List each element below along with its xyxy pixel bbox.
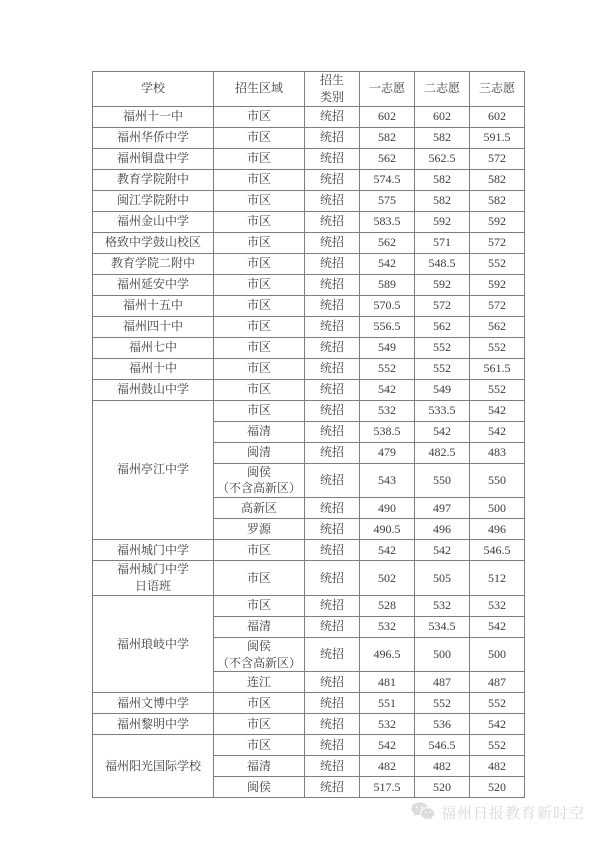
header-second-choice: 二志愿	[415, 72, 470, 107]
third-choice-cell: 602	[470, 106, 525, 127]
third-choice-cell: 572	[470, 295, 525, 316]
second-choice-cell: 496	[415, 519, 470, 540]
table-row	[93, 379, 525, 400]
school-name-cell: 福州铜盘中学	[93, 148, 214, 169]
watermark-text: 福州日报教育新时空	[440, 804, 585, 822]
school-name-cell: 福州黎明中学	[93, 714, 214, 735]
region-cell: 闽侯 （不含高新区）	[214, 637, 305, 672]
category-cell: 统招	[305, 253, 360, 274]
third-choice-cell: 487	[470, 672, 525, 693]
region-cell: 市区	[214, 316, 305, 337]
first-choice-cell: 589	[360, 274, 415, 295]
third-choice-cell: 552	[470, 337, 525, 358]
third-choice-cell: 561.5	[470, 358, 525, 379]
third-choice-cell: 582	[470, 169, 525, 190]
region-cell: 福清	[214, 756, 305, 777]
table-row	[93, 337, 525, 358]
second-choice-cell: 482	[415, 756, 470, 777]
second-choice-cell: 592	[415, 211, 470, 232]
third-choice-cell: 542	[470, 421, 525, 442]
first-choice-cell: 532	[360, 400, 415, 421]
first-choice-cell: 582	[360, 127, 415, 148]
school-name-cell: 福州琅岐中学	[93, 595, 214, 693]
table-row	[93, 169, 525, 190]
second-choice-cell: 552	[415, 337, 470, 358]
second-choice-cell: 592	[415, 274, 470, 295]
table-row	[93, 561, 525, 596]
category-cell: 统招	[305, 540, 360, 561]
region-cell: 罗源	[214, 519, 305, 540]
first-choice-cell: 538.5	[360, 421, 415, 442]
wechat-icon	[410, 801, 436, 823]
second-choice-cell: 542	[415, 540, 470, 561]
first-choice-cell: 602	[360, 106, 415, 127]
table-row	[93, 127, 525, 148]
category-cell: 统招	[305, 463, 360, 498]
first-choice-cell: 551	[360, 693, 415, 714]
category-cell: 统招	[305, 211, 360, 232]
region-cell: 福清	[214, 616, 305, 637]
header-third-choice: 三志愿	[470, 72, 525, 107]
second-choice-cell: 497	[415, 498, 470, 519]
region-cell: 闽清	[214, 442, 305, 463]
second-choice-cell: 534.5	[415, 616, 470, 637]
school-name-cell: 福州城门中学	[93, 540, 214, 561]
school-name-cell: 闽江学院附中	[93, 190, 214, 211]
first-choice-cell: 575	[360, 190, 415, 211]
first-choice-cell: 542	[360, 379, 415, 400]
third-choice-cell: 582	[470, 190, 525, 211]
category-cell: 统招	[305, 274, 360, 295]
third-choice-cell: 546.5	[470, 540, 525, 561]
second-choice-cell: 552	[415, 358, 470, 379]
third-choice-cell: 542	[470, 616, 525, 637]
second-choice-cell: 546.5	[415, 735, 470, 756]
school-name-cell: 教育学院二附中	[93, 253, 214, 274]
school-name-cell: 福州十五中	[93, 295, 214, 316]
school-name-cell: 格致中学鼓山校区	[93, 232, 214, 253]
table-row	[93, 211, 525, 232]
category-cell: 统招	[305, 400, 360, 421]
school-name-cell: 福州十中	[93, 358, 214, 379]
third-choice-cell: 500	[470, 498, 525, 519]
table-row	[93, 295, 525, 316]
region-cell: 高新区	[214, 498, 305, 519]
table-row	[93, 714, 525, 735]
school-name-cell: 福州华侨中学	[93, 127, 214, 148]
region-cell: 市区	[214, 253, 305, 274]
category-cell: 统招	[305, 295, 360, 316]
school-name-cell: 福州金山中学	[93, 211, 214, 232]
second-choice-cell: 500	[415, 637, 470, 672]
category-cell: 统招	[305, 190, 360, 211]
region-cell: 市区	[214, 693, 305, 714]
first-choice-cell: 562	[360, 232, 415, 253]
region-cell: 市区	[214, 232, 305, 253]
category-cell: 统招	[305, 442, 360, 463]
first-choice-cell: 562	[360, 148, 415, 169]
third-choice-cell: 572	[470, 148, 525, 169]
score-table-body	[93, 106, 525, 798]
category-cell: 统招	[305, 693, 360, 714]
table-row	[93, 540, 525, 561]
third-choice-cell: 520	[470, 777, 525, 798]
school-name-cell: 福州延安中学	[93, 274, 214, 295]
first-choice-cell: 542	[360, 540, 415, 561]
third-choice-cell: 483	[470, 442, 525, 463]
region-cell: 市区	[214, 211, 305, 232]
third-choice-cell: 562	[470, 316, 525, 337]
header-school: 学校	[93, 72, 214, 107]
region-cell: 市区	[214, 295, 305, 316]
school-name-cell: 福州文博中学	[93, 693, 214, 714]
header-category: 招生 类别	[305, 72, 360, 107]
first-choice-cell: 481	[360, 672, 415, 693]
first-choice-cell: 542	[360, 253, 415, 274]
third-choice-cell: 496	[470, 519, 525, 540]
category-cell: 统招	[305, 714, 360, 735]
second-choice-cell: 552	[415, 693, 470, 714]
third-choice-cell: 552	[470, 693, 525, 714]
school-name-cell: 福州阳光国际学校	[93, 735, 214, 798]
table-row	[93, 274, 525, 295]
second-choice-cell: 582	[415, 127, 470, 148]
third-choice-cell: 550	[470, 463, 525, 498]
category-cell: 统招	[305, 777, 360, 798]
region-cell: 市区	[214, 540, 305, 561]
first-choice-cell: 556.5	[360, 316, 415, 337]
third-choice-cell: 552	[470, 735, 525, 756]
region-cell: 福清	[214, 421, 305, 442]
third-choice-cell: 552	[470, 379, 525, 400]
third-choice-cell: 482	[470, 756, 525, 777]
category-cell: 统招	[305, 498, 360, 519]
category-cell: 统招	[305, 637, 360, 672]
second-choice-cell: 505	[415, 561, 470, 596]
school-name-cell: 福州十一中	[93, 106, 214, 127]
third-choice-cell: 542	[470, 714, 525, 735]
region-cell: 市区	[214, 274, 305, 295]
category-cell: 统招	[305, 756, 360, 777]
third-choice-cell: 592	[470, 211, 525, 232]
third-choice-cell: 532	[470, 595, 525, 616]
first-choice-cell: 528	[360, 595, 415, 616]
third-choice-cell: 591.5	[470, 127, 525, 148]
first-choice-cell: 583.5	[360, 211, 415, 232]
region-cell: 市区	[214, 169, 305, 190]
first-choice-cell: 517.5	[360, 777, 415, 798]
region-cell: 市区	[214, 595, 305, 616]
region-cell: 市区	[214, 735, 305, 756]
region-cell: 市区	[214, 127, 305, 148]
category-cell: 统招	[305, 672, 360, 693]
table-row	[93, 148, 525, 169]
table-row	[93, 693, 525, 714]
region-cell: 市区	[214, 714, 305, 735]
region-cell: 市区	[214, 337, 305, 358]
school-name-cell: 福州亭江中学	[93, 400, 214, 540]
second-choice-cell: 572	[415, 295, 470, 316]
category-cell: 统招	[305, 519, 360, 540]
category-cell: 统招	[305, 232, 360, 253]
third-choice-cell: 592	[470, 274, 525, 295]
second-choice-cell: 562	[415, 316, 470, 337]
table-row	[93, 595, 525, 616]
table-row	[93, 316, 525, 337]
third-choice-cell: 542	[470, 400, 525, 421]
first-choice-cell: 490	[360, 498, 415, 519]
first-choice-cell: 574.5	[360, 169, 415, 190]
region-cell: 市区	[214, 379, 305, 400]
first-choice-cell: 532	[360, 714, 415, 735]
category-cell: 统招	[305, 316, 360, 337]
first-choice-cell: 543	[360, 463, 415, 498]
second-choice-cell: 520	[415, 777, 470, 798]
table-row	[93, 232, 525, 253]
header-row	[93, 72, 525, 107]
category-cell: 统招	[305, 561, 360, 596]
category-cell: 统招	[305, 337, 360, 358]
third-choice-cell: 572	[470, 232, 525, 253]
region-cell: 市区	[214, 358, 305, 379]
region-cell: 连江	[214, 672, 305, 693]
second-choice-cell: 550	[415, 463, 470, 498]
category-cell: 统招	[305, 379, 360, 400]
category-cell: 统招	[305, 421, 360, 442]
category-cell: 统招	[305, 595, 360, 616]
table-row	[93, 358, 525, 379]
region-cell: 市区	[214, 561, 305, 596]
school-name-cell: 福州鼓山中学	[93, 379, 214, 400]
second-choice-cell: 542	[415, 421, 470, 442]
table-row	[93, 253, 525, 274]
second-choice-cell: 536	[415, 714, 470, 735]
watermark	[410, 801, 585, 823]
category-cell: 统招	[305, 358, 360, 379]
school-name-cell: 福州城门中学 日语班	[93, 561, 214, 596]
second-choice-cell: 562.5	[415, 148, 470, 169]
second-choice-cell: 548.5	[415, 253, 470, 274]
table-row	[93, 400, 525, 421]
first-choice-cell: 482	[360, 756, 415, 777]
region-cell: 市区	[214, 400, 305, 421]
region-cell: 市区	[214, 106, 305, 127]
region-cell: 闽侯	[214, 777, 305, 798]
first-choice-cell: 502	[360, 561, 415, 596]
first-choice-cell: 532	[360, 616, 415, 637]
first-choice-cell: 552	[360, 358, 415, 379]
table-row	[93, 190, 525, 211]
first-choice-cell: 549	[360, 337, 415, 358]
first-choice-cell: 570.5	[360, 295, 415, 316]
region-cell: 闽侯 （不含高新区）	[214, 463, 305, 498]
second-choice-cell: 549	[415, 379, 470, 400]
category-cell: 统招	[305, 148, 360, 169]
first-choice-cell: 479	[360, 442, 415, 463]
region-cell: 市区	[214, 148, 305, 169]
school-name-cell: 教育学院附中	[93, 169, 214, 190]
table-row	[93, 106, 525, 127]
category-cell: 统招	[305, 735, 360, 756]
category-cell: 统招	[305, 106, 360, 127]
third-choice-cell: 512	[470, 561, 525, 596]
table-row	[93, 735, 525, 756]
third-choice-cell: 552	[470, 253, 525, 274]
second-choice-cell: 487	[415, 672, 470, 693]
score-table	[92, 71, 525, 798]
category-cell: 统招	[305, 169, 360, 190]
school-name-cell: 福州七中	[93, 337, 214, 358]
second-choice-cell: 532	[415, 595, 470, 616]
header-first-choice: 一志愿	[360, 72, 415, 107]
region-cell: 市区	[214, 190, 305, 211]
category-cell: 统招	[305, 127, 360, 148]
score-table-header	[93, 72, 525, 107]
first-choice-cell: 490.5	[360, 519, 415, 540]
second-choice-cell: 582	[415, 169, 470, 190]
category-cell: 统招	[305, 616, 360, 637]
second-choice-cell: 533.5	[415, 400, 470, 421]
second-choice-cell: 582	[415, 190, 470, 211]
second-choice-cell: 602	[415, 106, 470, 127]
second-choice-cell: 571	[415, 232, 470, 253]
third-choice-cell: 500	[470, 637, 525, 672]
school-name-cell: 福州四十中	[93, 316, 214, 337]
first-choice-cell: 542	[360, 735, 415, 756]
first-choice-cell: 496.5	[360, 637, 415, 672]
second-choice-cell: 482.5	[415, 442, 470, 463]
header-region: 招生区域	[214, 72, 305, 107]
